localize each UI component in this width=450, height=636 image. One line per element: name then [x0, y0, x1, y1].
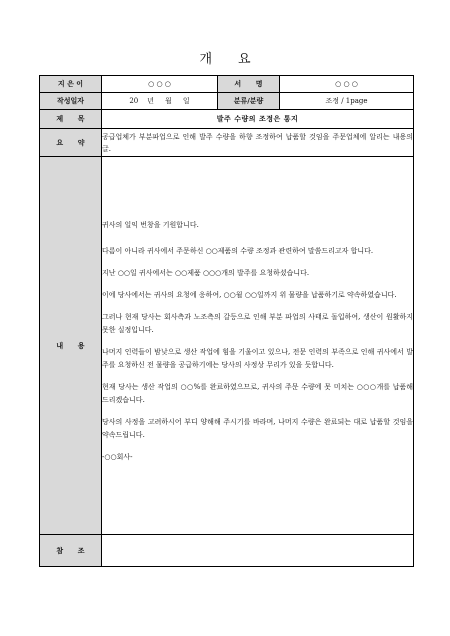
content-row [40, 157, 414, 535]
date-value: 20 년 월 일 [102, 93, 218, 110]
subject-row [40, 110, 414, 129]
subject-label: 제 목 [40, 110, 102, 129]
content-paragraph: 다름이 아니라 귀사에서 주문하신 ○○제품의 수량 조정과 관련하여 말씀드리고자 합니다. [102, 246, 374, 255]
document-title-char: 요 [238, 52, 251, 67]
summary-row [40, 129, 414, 157]
category-value: 조정 / 1page [280, 93, 414, 110]
summary-value: 공급업체가 부분파업으로 인해 발주 수량을 하향 조정하여 납품할 것임을 주문업체에 알리는 내용의 글. [102, 129, 414, 157]
content-body [102, 157, 414, 535]
content-paragraph: 지난 ○○일 귀사에서는 ○○제품 ○○○개의 발주를 요청하셨습니다. [102, 268, 310, 277]
signature-value: ○ ○ ○ [280, 76, 414, 93]
author-label: 지 은 이 [40, 76, 102, 93]
author-row [40, 76, 414, 93]
date-label: 작성일자 [40, 93, 102, 110]
content-paragraph: 당사의 사정을 고려하시어 부디 양해해 주시기를 바라며, 나머지 수량은 완료되는 대로 납품할 것임을 약속드립니다. [102, 417, 413, 439]
subject-value: 발주 수량의 조정은 통지 [102, 110, 414, 129]
signature-label: 서 명 [218, 76, 280, 93]
category-label: 분류/분량 [218, 93, 280, 110]
content-paragraph: 현재 당사는 생산 작업의 ○○%를 완료하였으므로, 귀사의 주문 수량에 못 미치는 ○○○개를 납품해 드리겠습니다. [102, 382, 413, 404]
reference-row [40, 535, 414, 567]
content-paragraph: 그러나 현재 당사는 회사측과 노조측의 갈등으로 인해 부분 파업의 사태로 돌입하여, 생산이 원활하지 못한 실정입니다. [102, 312, 413, 334]
content-paragraph: 이에 당사에서는 귀사의 요청에 응하여, ○○월 ○○일까지 위 물량을 납품하기로 약속하였습니다. [102, 290, 397, 299]
overview-form [39, 75, 414, 567]
content-paragraph: 귀사의 일익 번창을 기원합니다. [102, 220, 199, 229]
content-label: 내 용 [40, 157, 102, 535]
author-value: ○ ○ ○ [102, 76, 218, 93]
reference-label: 참 조 [40, 535, 102, 567]
document-title [0, 48, 450, 67]
content-signoff: -○○회사- [102, 452, 133, 461]
content-paragraph: 나머지 인력들이 밤낮으로 생산 작업에 힘을 기울이고 있으나, 전문 인력의 부족으로 인해 귀사에서 발주를 요청하신 전 물량을 공급하기에는 당사의 사정상 무리가 있을 듯합니다. [102, 347, 413, 369]
reference-value [102, 535, 414, 567]
date-row [40, 93, 414, 110]
summary-label: 요 약 [40, 129, 102, 157]
document-title-char: 개 [199, 52, 212, 67]
